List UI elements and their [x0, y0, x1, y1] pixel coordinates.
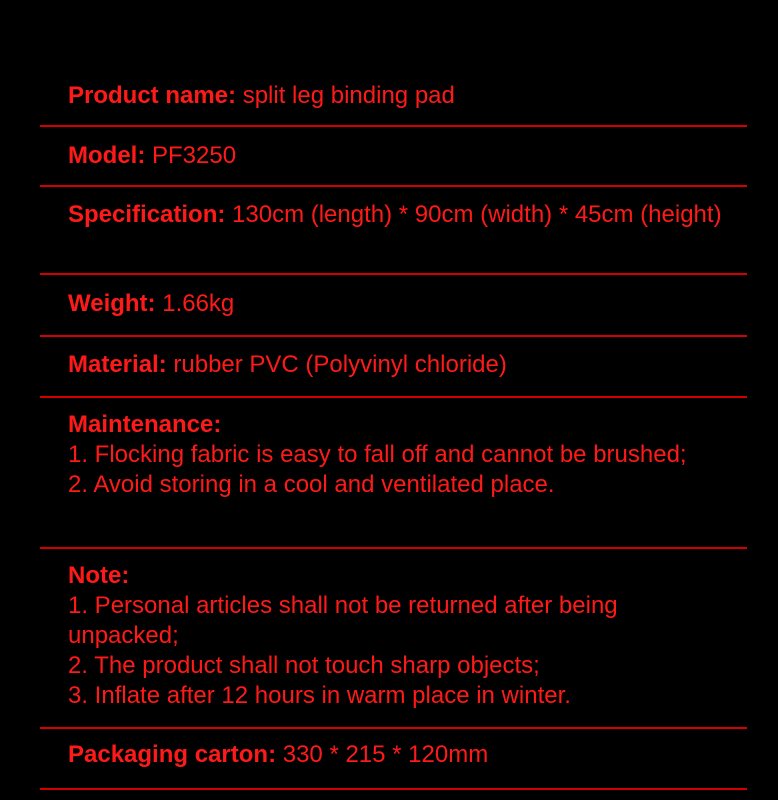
- model-label: Model:: [68, 142, 146, 169]
- maintenance-item: 1. Flocking fabric is easy to fall off and cannot be brushed;: [68, 441, 687, 468]
- divider: [40, 727, 747, 729]
- note-label: Note:: [68, 562, 130, 589]
- product-name-value: split leg binding pad: [242, 82, 455, 109]
- material-value: rubber PVC (Polyvinyl chloride): [173, 351, 507, 378]
- divider: [40, 185, 747, 187]
- product-name-label: Product name:: [68, 82, 237, 109]
- maintenance-item: 2. Avoid storing in a cool and ventilated place.: [68, 471, 555, 498]
- material-label: Material:: [68, 351, 167, 378]
- maintenance-label: Maintenance:: [68, 411, 222, 438]
- material-row: [68, 350, 728, 380]
- weight-row: [68, 289, 728, 319]
- specification-row: [68, 200, 728, 230]
- maintenance-block: [68, 410, 728, 500]
- divider: [40, 125, 747, 127]
- note-item: 1. Personal articles shall not be returned after being unpacked;: [68, 592, 618, 649]
- divider: [40, 396, 747, 398]
- note-item: 2. The product shall not touch sharp objects;: [68, 652, 540, 679]
- product-name-row: [68, 81, 728, 111]
- packaging-value: 330 * 215 * 120mm: [282, 741, 489, 768]
- model-row: [68, 141, 728, 171]
- model-value: PF3250: [152, 142, 237, 169]
- note-item: 3. Inflate after 12 hours in warm place in winter.: [68, 682, 571, 709]
- packaging-label: Packaging carton:: [68, 741, 277, 768]
- divider: [40, 273, 747, 275]
- specification-value: 130cm (length) * 90cm (width) * 45cm (height): [232, 201, 722, 228]
- weight-label: Weight:: [68, 290, 156, 317]
- divider: [40, 547, 747, 549]
- weight-value: 1.66kg: [162, 290, 235, 317]
- specification-label: Specification:: [68, 201, 226, 228]
- note-block: [68, 561, 728, 711]
- divider: [40, 788, 747, 790]
- packaging-row: [68, 740, 728, 770]
- divider: [40, 335, 747, 337]
